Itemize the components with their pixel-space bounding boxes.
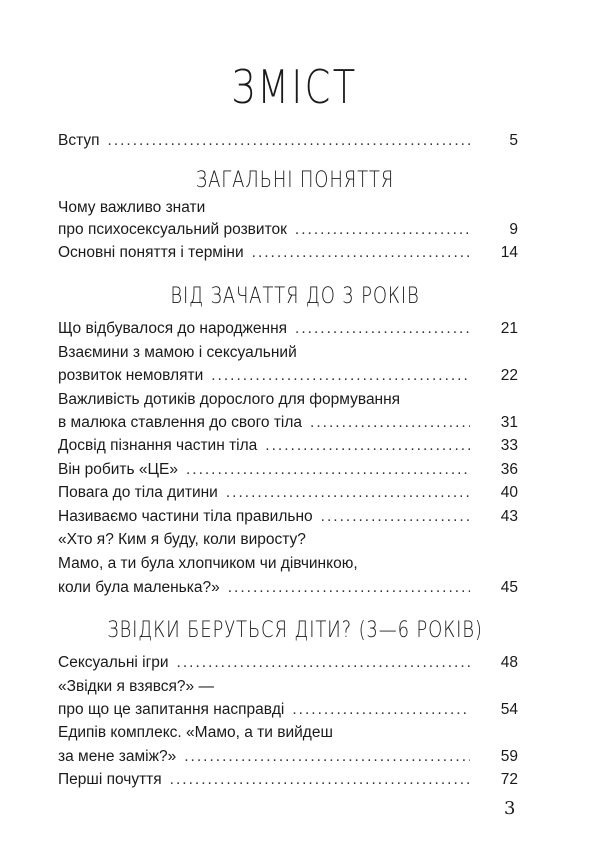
toc-leader [177,652,470,674]
toc-leader [310,412,470,434]
toc-leader [252,242,470,264]
toc-entry[interactable] [58,435,518,457]
toc-entry[interactable] [58,482,518,504]
toc-leader [211,365,470,387]
toc-page-number: 21 [500,320,518,337]
toc-entry-label: коли була маленька?» [58,579,220,596]
toc-entry-label: Сексуальні ігри [58,654,169,671]
toc-entry[interactable] [58,412,518,434]
toc-entry-label: Основні поняття і терміни [58,244,244,261]
toc-entry[interactable] [58,506,518,528]
toc-entry-label: розвиток немовляти [58,367,204,384]
toc-entry[interactable] [58,365,518,387]
toc-entry-label: Вступ [58,132,100,149]
toc-entry-label: Називаємо частини тіла правильно [58,508,313,525]
toc-entry-text: «Хто я? Ким я буду, коли виросту? [58,531,306,548]
toc-entry-text: Мамо, а ти була хлопчиком чи дівчинкою, [58,555,358,572]
toc-entry[interactable] [58,242,518,264]
toc-entry[interactable] [58,769,518,791]
toc-page-number: 45 [500,579,518,596]
toc-entry-text: Чому важливо знати [58,199,206,216]
toc-entry-text: Важливість дотиків дорослого для формування [58,391,401,408]
toc-entry-label: Що відбувалося до народження [58,320,288,337]
toc-leader [170,769,470,791]
toc-entry[interactable] [58,577,518,599]
toc-page-number: 33 [500,437,518,454]
toc-page-number: 31 [500,414,518,431]
section-heading-birth-to-3: ВІД ЗАЧАТТЯ ДО 3 РОКІВ [169,284,420,309]
toc-entry[interactable] [58,652,518,674]
toc-entry-label: Досвід пізнання частин тіла [58,437,258,454]
toc-entry-label: в малюка ставлення до свого тіла [58,414,303,431]
toc-entry-label: Він робить «ЦЕ» [58,461,178,478]
toc-entry-label: про що це запитання насправді [58,701,285,718]
toc-entry[interactable] [58,746,518,768]
toc-page-number: 48 [500,654,518,671]
toc-leader [265,435,470,457]
toc-leader [108,130,470,152]
toc-leader [226,482,470,504]
toc-leader [295,219,470,241]
toc-leader [321,506,470,528]
toc-entry-label: про психосексуальний розвиток [58,221,287,238]
toc-page-number: 14 [500,244,518,261]
section-heading-3-6-years: ЗВІДКИ БЕРУТЬСЯ ДІТИ? (3—6 РОКІВ) [106,618,483,643]
toc-leader [292,699,470,721]
toc-page-number: 59 [500,748,518,765]
section-heading-general: ЗАГАЛЬНІ ПОНЯТТЯ [195,168,394,193]
toc-entry[interactable] [58,699,518,721]
toc-page-number: 22 [500,367,518,384]
toc-leader [295,318,470,340]
toc-page-number: 40 [500,484,518,501]
toc-entry-label: Повага до тіла дитини [58,484,218,501]
toc-entry[interactable] [58,219,518,241]
toc-entry-text: «Звідки я взявся?» — [58,678,214,695]
toc-leader [186,459,470,481]
page-number: 3 [504,798,516,819]
toc-leader [228,577,470,599]
toc-page-number: 9 [509,221,518,238]
page-title: ЗМІСТ [231,60,358,114]
toc-page-number: 5 [509,132,518,149]
toc-page-number: 43 [500,508,518,525]
toc-page-number: 36 [500,461,518,478]
toc-entry[interactable] [58,459,518,481]
toc-entry-intro[interactable] [58,130,518,152]
toc-page-number: 54 [500,701,518,718]
toc-entry-label: за мене заміж?» [58,748,177,765]
toc-entry-text: Взаємини з мамою і сексуальний [58,344,297,361]
toc-page-number: 72 [500,771,518,788]
toc-entry-label: Перші почуття [58,771,162,788]
toc-entry-text: Едипів комплекс. «Мамо, а ти вийдеш [58,724,333,741]
toc-entry[interactable] [58,318,518,340]
toc-leader [184,746,470,768]
